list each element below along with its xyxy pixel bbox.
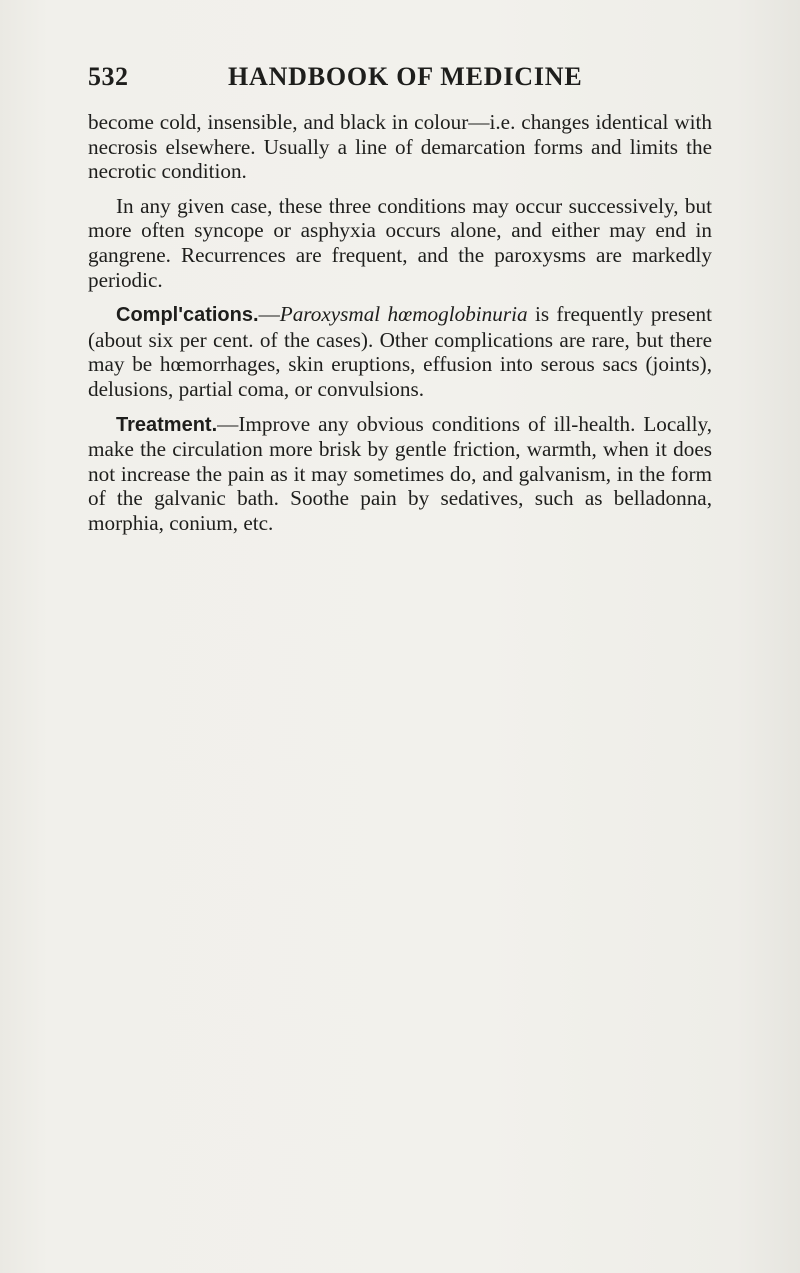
italic-term: Paroxysmal hœmoglobinuria xyxy=(279,302,528,327)
paragraph-text: become cold, insensible, and black in colour—i.e. changes identical with necrosis elsewhere. Usually a line of demarcation forms and limits the necrotic condition. xyxy=(88,110,712,184)
em-dash: — xyxy=(258,302,280,327)
paragraph-conditions xyxy=(88,194,712,292)
paragraph-text: In any given case, these three conditions may occur successively, but more often syncope or asphyxia occurs alone, and either may end in gangrene. Recurrences are frequent, and the paroxysms are markedly periodic. xyxy=(88,193,712,292)
book-title: HANDBOOK OF MEDICINE xyxy=(228,62,583,91)
paragraph-complications xyxy=(88,302,712,401)
paragraph-text: —Improve any obvious conditions of ill-health. Locally, make the circulation more brisk by gentle friction, warmth, when it does not increase the pain as it may sometimes do, and galvanism, in the form of the galvanic bath. Soothe pain by sedatives, such as belladonna, morphia, conium, etc. xyxy=(88,411,712,535)
paragraph-necrosis xyxy=(88,110,712,184)
page-number: 532 xyxy=(88,62,129,91)
running-head xyxy=(0,62,800,102)
body-text xyxy=(88,110,712,546)
paragraph-text: is frequently present (about six per cent. of the cases). Other complications are rare, but there may be hœmorrhages, skin eruptions, effusion into serous sacs (joints), delusions, partial coma, or convulsions. xyxy=(88,302,712,401)
paragraph-treatment xyxy=(88,412,712,536)
treatment-heading: Treatment. xyxy=(116,413,218,436)
complications-heading: Compl'cations. xyxy=(116,304,259,327)
